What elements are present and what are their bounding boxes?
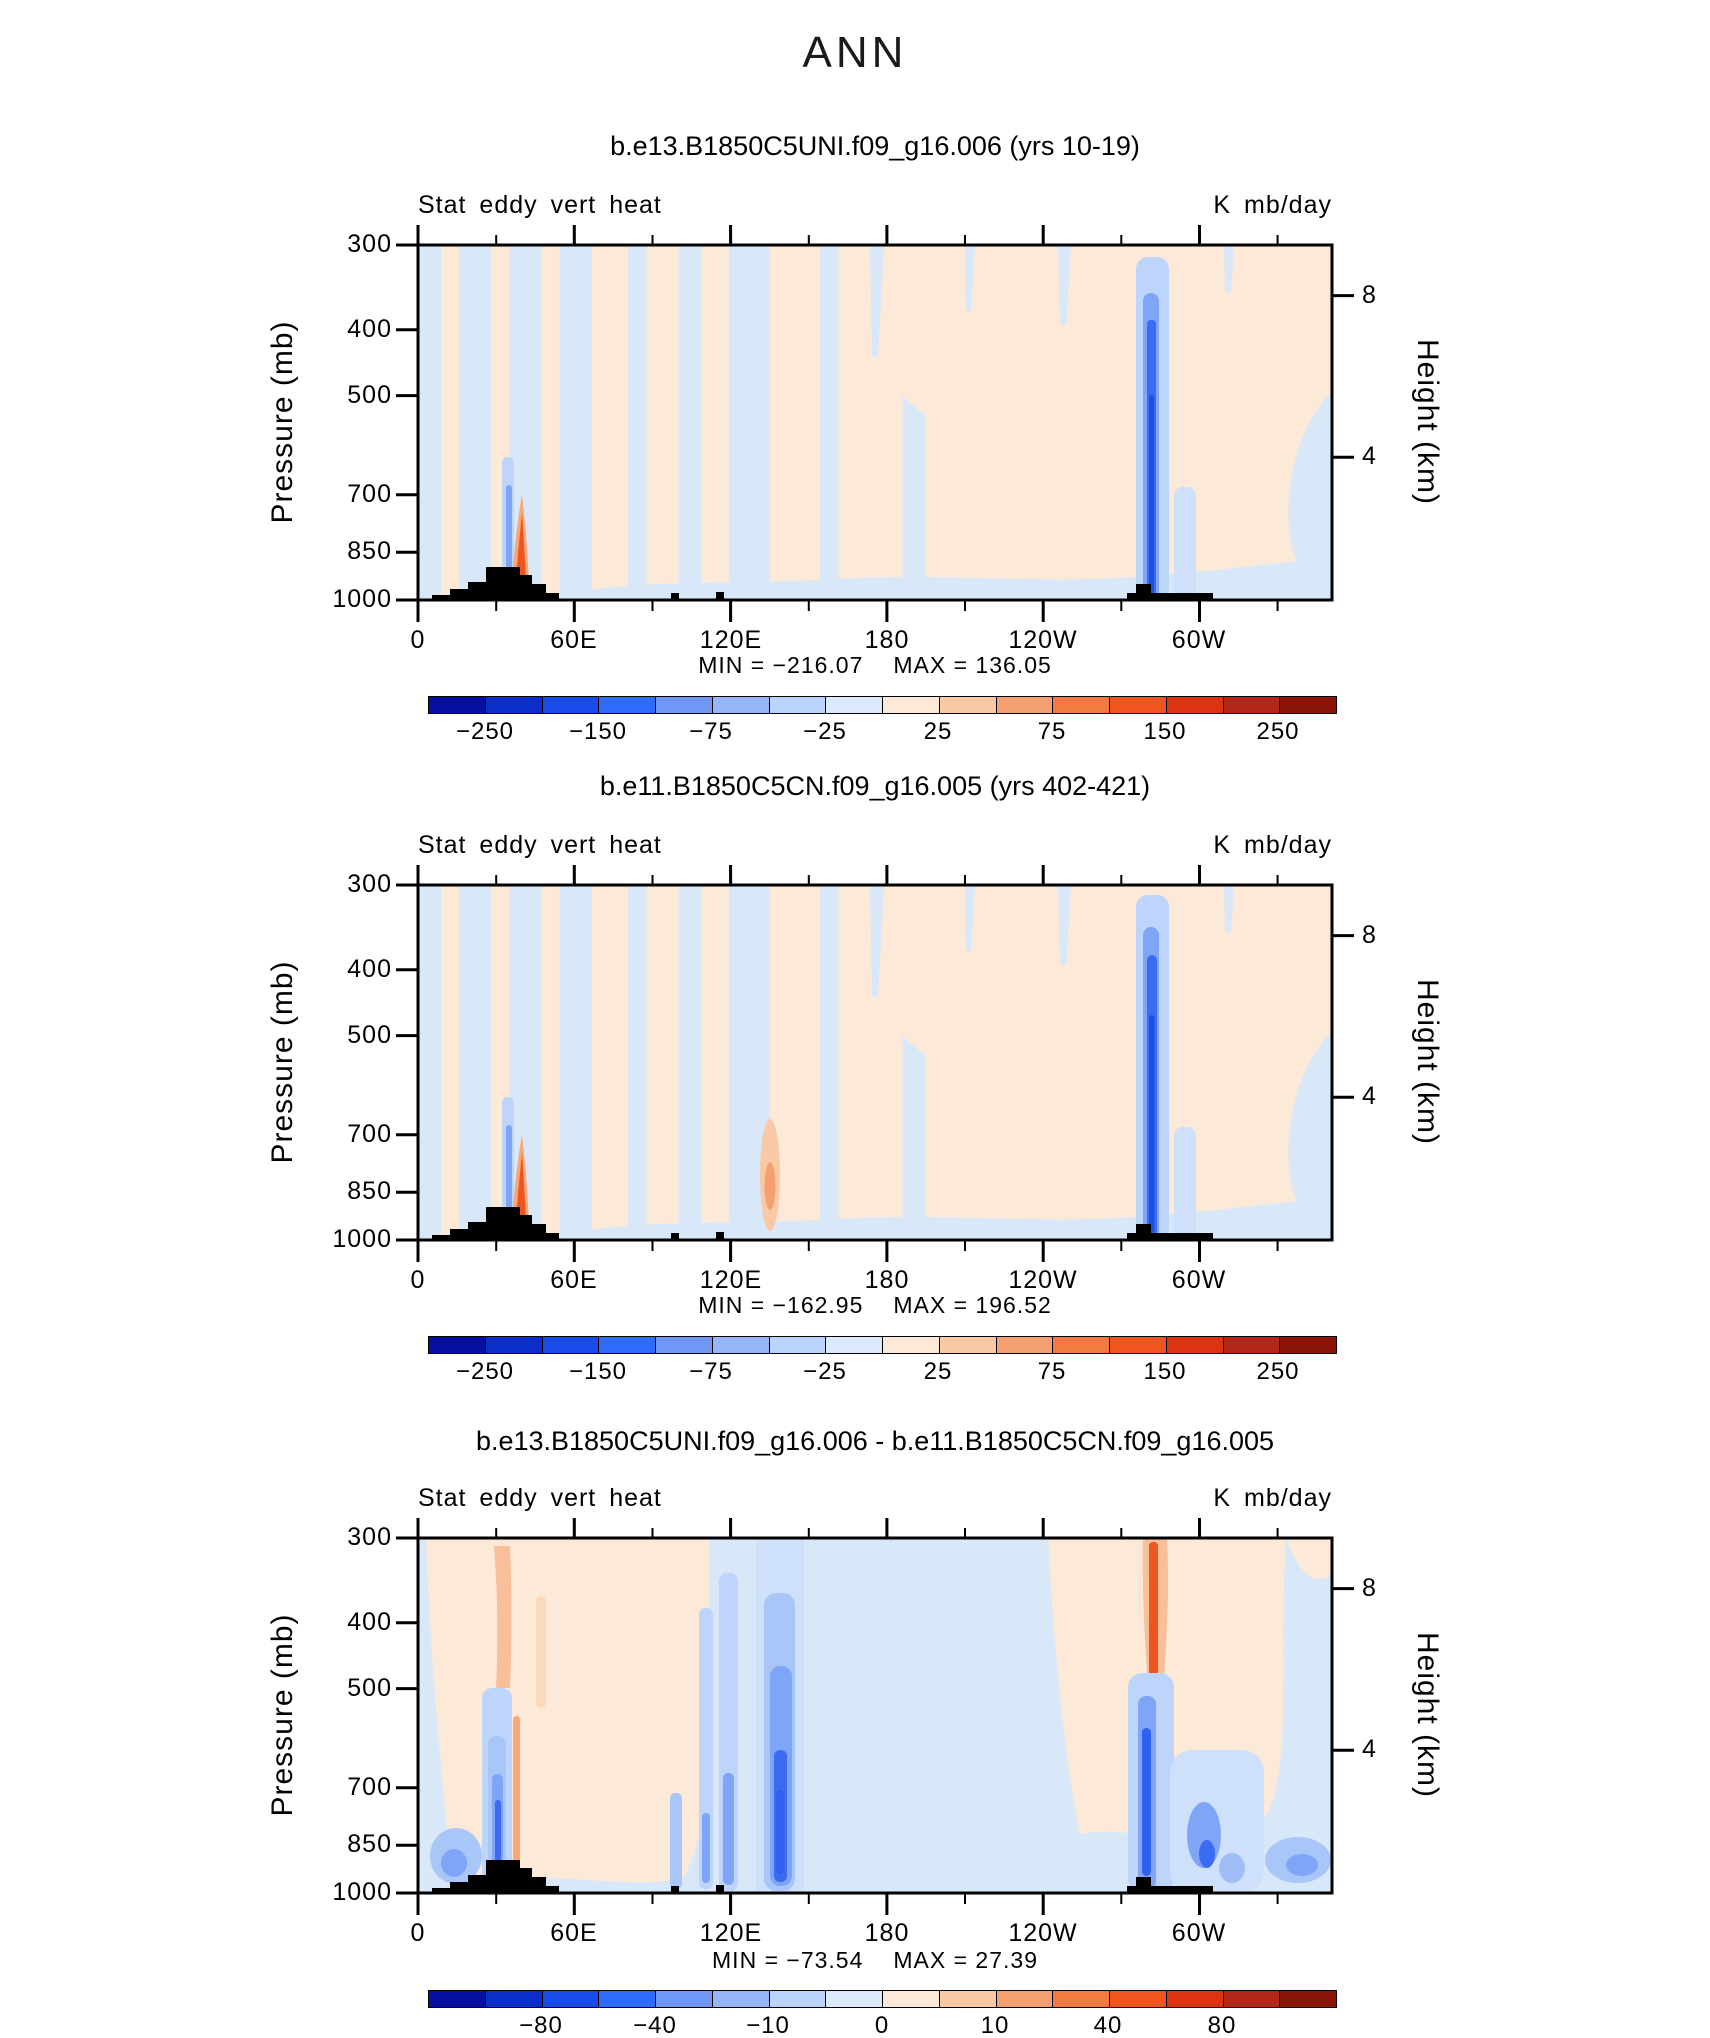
colorbar-cell [997,1991,1054,2007]
height-axis-title: Height (km) [1411,1631,1444,1799]
colorbar-cell [940,1337,997,1353]
colorbar-cell [1053,1337,1110,1353]
colorbar-tick-label: 150 [1143,1358,1187,1385]
contour-plot [388,1508,1362,1925]
lon-tick-label: 60W [1171,1266,1227,1294]
units-label: K mb/day [1213,1484,1332,1512]
colorbar-tick-label: 40 [1093,2012,1123,2038]
height-tick-label: 8 [1362,1574,1377,1602]
colorbar-tick-label: −25 [803,1358,847,1385]
colorbar-tick-label: 75 [1037,718,1067,745]
colorbar-cell [1224,1337,1281,1353]
colorbar-cell [883,1991,940,2007]
lon-tick-label: 120W [1008,626,1078,654]
min-stat: MIN = −216.07 [698,652,864,678]
max-stat: MAX = 27.39 [893,1947,1038,1973]
pressure-tick-label: 700 [347,480,392,508]
pressure-tick-label: 400 [347,955,392,983]
units-label: K mb/day [1213,831,1332,859]
colorbar-tick-label: 10 [980,2012,1010,2038]
contour-fill-field [418,1538,1332,1893]
lon-tick-label: 120E [699,626,763,654]
max-stat: MAX = 196.52 [893,1292,1052,1318]
height-tick-label: 4 [1362,1082,1377,1110]
colorbar-cell [1280,697,1336,713]
colorbar-tick-label: −75 [689,1358,733,1385]
pressure-tick-label: 1000 [332,585,392,613]
lon-tick-label: 180 [864,1266,910,1294]
panel-title: b.e13.B1850C5UNI.f09_g16.006 - b.e11.B1850C5CN.f09_g16.005 [475,1426,1275,1456]
colorbar-cell [429,1991,486,2007]
colorbar-tick-label: −250 [455,718,515,745]
colorbar [428,1336,1337,1354]
colorbar-tick-label: 80 [1207,2012,1237,2038]
pressure-tick-label: 400 [347,315,392,343]
colorbar-cell [429,697,486,713]
colorbar-cell [599,1991,656,2007]
lon-tick-label: 120E [699,1919,763,1947]
colorbar-cell [883,1337,940,1353]
panel-title: b.e11.B1850C5CN.f09_g16.005 (yrs 402-421) [599,771,1151,801]
colorbar [428,1990,1337,2008]
colorbar-cell [486,1991,543,2007]
pressure-tick-label: 850 [347,1177,392,1205]
colorbar-tick-label: 0 [874,2012,890,2038]
height-axis-title: Height (km) [1411,338,1444,506]
variable-label: Stat eddy vert heat [418,1484,662,1512]
pressure-tick-label: 850 [347,1830,392,1858]
contour-plot [388,855,1362,1272]
contour-plot [388,215,1362,632]
colorbar-cell [1167,697,1224,713]
colorbar-cell [429,1337,486,1353]
pressure-tick-label: 850 [347,537,392,565]
colorbar-tick-label: 25 [923,718,953,745]
pressure-tick-label: 300 [347,230,392,258]
colorbar-cell [713,697,770,713]
stats-row [425,652,1325,679]
colorbar-cell [656,1337,713,1353]
colorbar-cell [1280,1991,1336,2007]
colorbar-cell [770,1991,827,2007]
lon-tick-label: 120W [1008,1266,1078,1294]
colorbar-cell [826,1991,883,2007]
colorbar-cell [826,1337,883,1353]
colorbar-cell [1053,697,1110,713]
variable-label: Stat eddy vert heat [418,191,662,219]
lon-tick-label: 180 [864,626,910,654]
lon-tick-label: 60E [550,626,598,654]
colorbar-cell [656,697,713,713]
height-tick-label: 4 [1362,442,1377,470]
pressure-tick-label: 500 [347,1021,392,1049]
colorbar-tick-label: 250 [1256,718,1300,745]
pressure-tick-label: 1000 [332,1225,392,1253]
panel-title: b.e13.B1850C5UNI.f09_g16.006 (yrs 10-19) [610,131,1140,161]
colorbar-tick-label: 250 [1256,1358,1300,1385]
colorbar-tick-label: −40 [633,2012,677,2038]
lon-tick-label: 180 [864,1919,910,1947]
colorbar-tick-label: −25 [803,718,847,745]
lon-tick-label: 0 [410,1266,426,1294]
colorbar-cell [543,1991,600,2007]
units-label: K mb/day [1213,191,1332,219]
colorbar-cell [1053,1991,1110,2007]
pressure-axis-title: Pressure (mb) [266,320,299,524]
colorbar-cell [599,697,656,713]
colorbar-cell [940,697,997,713]
colorbar-cell [1280,1337,1336,1353]
colorbar-cell [997,697,1054,713]
contour-fill-field [418,245,1332,600]
colorbar-tick-label: −10 [746,2012,790,2038]
colorbar-cell [770,1337,827,1353]
pressure-tick-label: 700 [347,1120,392,1148]
pressure-tick-label: 500 [347,1674,392,1702]
variable-label: Stat eddy vert heat [418,831,662,859]
lon-tick-label: 60W [1171,626,1227,654]
colorbar-tick-label: 75 [1037,1358,1067,1385]
pressure-axis-title: Pressure (mb) [266,960,299,1164]
colorbar-cell [543,697,600,713]
colorbar-cell [543,1337,600,1353]
colorbar-cell [997,1337,1054,1353]
lon-tick-label: 120W [1008,1919,1078,1947]
maritime-continent-warm-anomaly [760,1119,780,1231]
pressure-tick-label: 700 [347,1773,392,1801]
pressure-axis-title: Pressure (mb) [266,1613,299,1817]
pressure-tick-label: 400 [347,1608,392,1636]
contour-fill-field [418,885,1332,1240]
page-title: ANN [802,28,908,77]
colorbar-tick-label: −150 [568,718,628,745]
lon-tick-label: 0 [410,1919,426,1947]
colorbar-tick-label: −150 [568,1358,628,1385]
height-tick-label: 4 [1362,1735,1377,1763]
colorbar-cell [940,1991,997,2007]
colorbar-cell [770,697,827,713]
colorbar-cell [656,1991,713,2007]
colorbar-tick-label: −75 [689,718,733,745]
height-tick-label: 8 [1362,281,1377,309]
lon-tick-label: 60E [550,1919,598,1947]
colorbar-tick-label: 25 [923,1358,953,1385]
pressure-tick-label: 300 [347,870,392,898]
lon-tick-label: 0 [410,626,426,654]
pressure-tick-label: 1000 [332,1878,392,1906]
min-stat: MIN = −162.95 [698,1292,864,1318]
colorbar-cell [713,1337,770,1353]
colorbar-cell [1110,697,1167,713]
lon-tick-label: 60W [1171,1919,1227,1947]
pressure-tick-label: 300 [347,1523,392,1551]
colorbar-tick-label: −250 [455,1358,515,1385]
stats-row [425,1292,1325,1319]
colorbar-cell [1224,697,1281,713]
pressure-tick-label: 500 [347,381,392,409]
colorbar-cell [713,1991,770,2007]
lon-tick-label: 120E [699,1266,763,1294]
colorbar-cell [599,1337,656,1353]
colorbar-cell [486,1337,543,1353]
colorbar-cell [1110,1991,1167,2007]
colorbar-cell [883,697,940,713]
min-stat: MIN = −73.54 [712,1947,864,1973]
cool-anomaly-30E [482,1688,512,1888]
colorbar-cell [1110,1337,1167,1353]
lon-tick-label: 60E [550,1266,598,1294]
max-stat: MAX = 136.05 [893,652,1052,678]
stats-row [425,1947,1325,1974]
colorbar-tick-label: 150 [1143,718,1187,745]
height-tick-label: 8 [1362,921,1377,949]
colorbar-cell [826,697,883,713]
colorbar-cell [1224,1991,1281,2007]
colorbar-cell [486,697,543,713]
colorbar [428,696,1337,714]
colorbar-tick-label: −80 [519,2012,563,2038]
colorbar-cell [1167,1337,1224,1353]
height-axis-title: Height (km) [1411,978,1444,1146]
colorbar-cell [1167,1991,1224,2007]
